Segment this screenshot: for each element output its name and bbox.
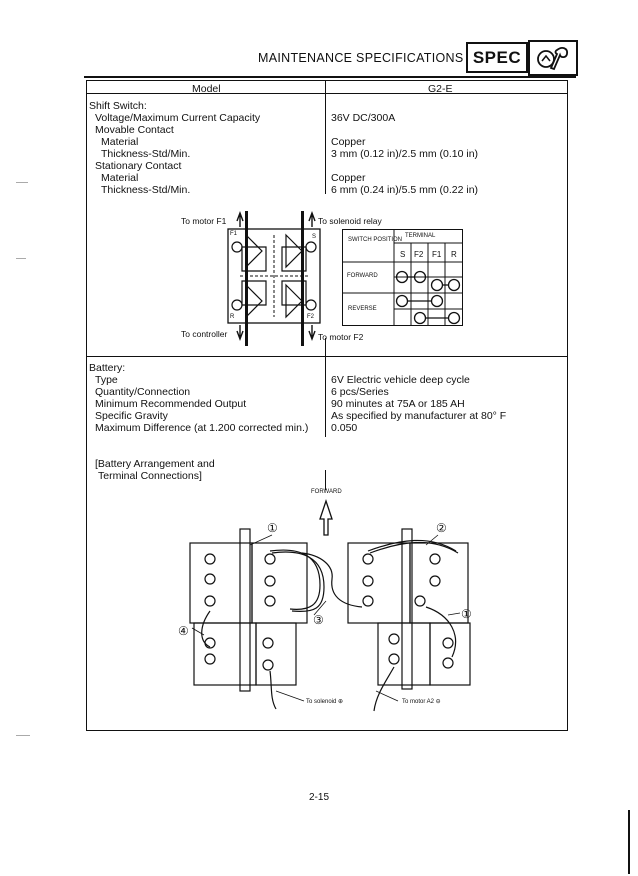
spec-value: 3 mm (0.12 in)/2.5 mm (0.10 in) (331, 148, 479, 160)
grid-col-s: S (400, 250, 406, 259)
grid-col-f1: F1 (432, 250, 442, 259)
scan-edge-mark (628, 810, 630, 874)
spec-icon-box (528, 40, 578, 76)
callout-2: ② (436, 521, 447, 535)
value-col-header: G2-E (428, 83, 453, 95)
shift-switch-heading: Shift Switch: (89, 100, 147, 112)
margin-tick (16, 735, 30, 736)
spec-label: Material (101, 136, 139, 148)
label-to-solenoid: To solenoid ⊕ (306, 699, 344, 705)
spec-label: Type (95, 374, 118, 386)
callout-1-right: ① (461, 607, 472, 621)
grid-col-r: R (451, 250, 457, 259)
spec-label: Quantity/Connection (95, 386, 191, 398)
spec-label: Material (101, 172, 139, 184)
spec-label: Maximum Difference (at 1.200 corrected min.) (95, 422, 309, 434)
label-to-motor-a2: To motor A2 ⊖ (402, 699, 441, 705)
spec-value: 6V Electric vehicle deep cycle (331, 374, 470, 386)
shift-divider (325, 94, 326, 194)
spec-value: 90 minutes at 75A or 185 AH (331, 398, 465, 410)
grid-forward: FORWARD (347, 273, 378, 279)
spec-label: Specific Gravity (95, 410, 168, 422)
spec-value: As specified by manufacturer at 80° F (331, 410, 507, 422)
page-title: MAINTENANCE SPECIFICATIONS (258, 51, 464, 65)
term-r: R (230, 314, 235, 320)
term-f1: F1 (230, 231, 238, 237)
spec-value: 6 mm (0.24 in)/5.5 mm (0.22 in) (331, 184, 479, 196)
battery-arrangement-diagram (180, 495, 480, 720)
gauge-wrench-icon (530, 42, 576, 74)
spec-label: Thickness-Std/Min. (101, 148, 191, 160)
label-to-solenoid-relay: To solenoid relay (318, 216, 382, 226)
spec-value: Copper (331, 172, 366, 184)
battery-divider (325, 357, 326, 437)
spec-label: Movable Contact (95, 124, 174, 136)
term-s: S (312, 234, 317, 240)
model-col-header: Model (192, 83, 221, 95)
callout-3: ③ (313, 613, 324, 627)
grid-switch-position: SWITCH POSITION (348, 237, 402, 243)
post-right (301, 211, 304, 346)
callout-1-top: ① (267, 521, 278, 535)
margin-tick (16, 182, 28, 183)
label-to-motor-f1: To motor F1 (181, 216, 227, 226)
spec-value: Copper (331, 136, 366, 148)
forward-arrow-icon (320, 501, 332, 535)
grid-col-f2: F2 (414, 250, 424, 259)
header-row-rule (87, 93, 567, 94)
forward-label: FORWARD (311, 489, 342, 495)
spec-value: 36V DC/300A (331, 112, 396, 124)
grid-reverse: REVERSE (348, 306, 377, 312)
term-f2: F2 (307, 314, 315, 320)
battery-heading: Battery: (89, 362, 126, 374)
margin-tick (16, 258, 26, 259)
callout-4: ④ (178, 624, 189, 638)
spec-label: Stationary Contact (95, 160, 182, 172)
label-to-controller: To controller (181, 329, 228, 339)
header-divider (325, 81, 326, 93)
spec-value: 0.050 (331, 422, 358, 434)
page-number: 2-15 (309, 792, 330, 803)
spec-label: Minimum Recommended Output (95, 398, 247, 410)
post-left (245, 211, 248, 346)
grid-terminal: TERMINAL (405, 233, 436, 239)
arrangement-heading-2: Terminal Connections] (98, 470, 202, 482)
section-rule (87, 356, 567, 357)
spec-label: Voltage/Maximum Current Capacity (95, 112, 261, 124)
spec-value: 6 pcs/Series (331, 386, 389, 398)
arrangement-heading-1: [Battery Arrangement and (95, 458, 215, 470)
label-to-motor-f2: To motor F2 (318, 332, 364, 342)
battery-divider-lower (325, 470, 326, 490)
spec-label: Thickness-Std/Min. (101, 184, 191, 196)
header-rule (84, 76, 576, 78)
spec-badge: SPEC (466, 42, 528, 73)
